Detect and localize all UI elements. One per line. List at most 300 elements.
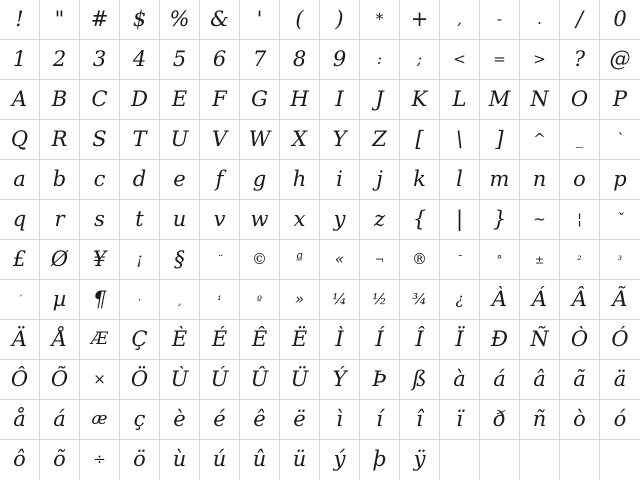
- glyph-cell[interactable]: [0, 240, 40, 280]
- glyph-cell[interactable]: [360, 240, 400, 280]
- glyph-cell[interactable]: [400, 40, 440, 80]
- glyph-character: ¹: [217, 292, 222, 306]
- glyph-cell[interactable]: [80, 440, 120, 480]
- glyph-cell[interactable]: [400, 320, 440, 360]
- glyph-cell[interactable]: [200, 200, 240, 240]
- glyph-cell[interactable]: [600, 280, 640, 320]
- glyph-cell[interactable]: [240, 240, 280, 280]
- glyph-cell[interactable]: [200, 120, 240, 160]
- glyph-cell[interactable]: [40, 280, 80, 320]
- glyph-cell[interactable]: [160, 320, 200, 360]
- glyph-character: ê: [253, 406, 266, 431]
- glyph-character: +: [410, 6, 429, 31]
- glyph-cell[interactable]: [320, 80, 360, 120]
- glyph-cell[interactable]: [200, 360, 240, 400]
- glyph-cell[interactable]: [40, 120, 80, 160]
- glyph-cell[interactable]: [520, 80, 560, 120]
- glyph-cell[interactable]: [160, 440, 200, 480]
- glyph-cell[interactable]: [280, 240, 320, 280]
- glyph-character: V: [211, 126, 228, 151]
- glyph-cell[interactable]: [480, 160, 520, 200]
- glyph-cell[interactable]: [80, 400, 120, 440]
- glyph-character: è: [173, 406, 186, 431]
- glyph-character: m: [489, 166, 510, 191]
- glyph-cell[interactable]: [400, 80, 440, 120]
- glyph-character: Ç: [131, 326, 148, 351]
- glyph-cell[interactable]: [40, 440, 80, 480]
- glyph-cell[interactable]: [120, 280, 160, 320]
- glyph-cell[interactable]: [200, 400, 240, 440]
- glyph-cell[interactable]: [600, 40, 640, 80]
- glyph-cell[interactable]: [120, 80, 160, 120]
- glyph-cell[interactable]: [80, 280, 120, 320]
- glyph-cell[interactable]: [200, 440, 240, 480]
- glyph-cell[interactable]: [40, 200, 80, 240]
- glyph-cell[interactable]: [160, 200, 200, 240]
- glyph-cell[interactable]: [520, 120, 560, 160]
- glyph-cell[interactable]: [0, 200, 40, 240]
- glyph-cell[interactable]: [480, 200, 520, 240]
- glyph-character: Ù: [170, 366, 189, 391]
- glyph-cell[interactable]: [600, 240, 640, 280]
- glyph-cell[interactable]: [0, 160, 40, 200]
- glyph-character: ]: [495, 126, 504, 151]
- glyph-cell[interactable]: [320, 400, 360, 440]
- glyph-cell[interactable]: [320, 120, 360, 160]
- glyph-character: 3: [92, 46, 107, 71]
- glyph-character: Å: [51, 326, 68, 351]
- glyph-character: v: [213, 206, 226, 231]
- glyph-cell[interactable]: [0, 400, 40, 440]
- glyph-cell[interactable]: [320, 280, 360, 320]
- glyph-character: õ: [53, 447, 66, 472]
- glyph-character: Þ: [372, 366, 387, 391]
- glyph-cell[interactable]: [440, 280, 480, 320]
- glyph-cell[interactable]: [440, 40, 480, 80]
- glyph-character: A: [11, 86, 28, 111]
- glyph-cell[interactable]: [240, 0, 280, 40]
- glyph-cell[interactable]: [200, 320, 240, 360]
- glyph-cell[interactable]: [480, 440, 520, 480]
- glyph-cell[interactable]: [240, 360, 280, 400]
- glyph-cell[interactable]: [400, 360, 440, 400]
- glyph-cell[interactable]: [440, 0, 480, 40]
- glyph-character: î: [416, 406, 423, 431]
- glyph-cell[interactable]: [80, 80, 120, 120]
- glyph-cell[interactable]: [160, 0, 200, 40]
- glyph-cell[interactable]: [200, 280, 240, 320]
- glyph-character: j: [376, 166, 383, 191]
- glyph-character: [: [415, 126, 424, 151]
- glyph-cell[interactable]: [360, 160, 400, 200]
- glyph-cell[interactable]: [120, 440, 160, 480]
- glyph-cell[interactable]: [280, 360, 320, 400]
- glyph-cell[interactable]: [520, 200, 560, 240]
- glyph-cell[interactable]: [400, 160, 440, 200]
- glyph-character: b: [52, 166, 67, 191]
- glyph-character: :: [376, 49, 383, 68]
- glyph-character: D: [131, 86, 148, 111]
- glyph-cell[interactable]: [80, 40, 120, 80]
- glyph-character: %: [169, 6, 190, 31]
- glyph-cell[interactable]: [440, 440, 480, 480]
- glyph-cell[interactable]: [40, 320, 80, 360]
- glyph-character: 0: [613, 6, 627, 31]
- glyph-cell[interactable]: [160, 80, 200, 120]
- glyph-character: ì: [336, 406, 343, 431]
- glyph-cell[interactable]: [240, 80, 280, 120]
- glyph-character: Z: [372, 126, 387, 151]
- glyph-cell[interactable]: [480, 40, 520, 80]
- glyph-cell[interactable]: [400, 440, 440, 480]
- glyph-cell[interactable]: [240, 400, 280, 440]
- glyph-character: ð: [493, 406, 506, 431]
- glyph-character: t: [135, 206, 144, 231]
- glyph-cell[interactable]: [560, 320, 600, 360]
- glyph-cell[interactable]: [440, 240, 480, 280]
- glyph-character: ®: [412, 249, 427, 268]
- glyph-cell[interactable]: [560, 400, 600, 440]
- glyph-cell[interactable]: [80, 240, 120, 280]
- glyph-cell[interactable]: [480, 120, 520, 160]
- glyph-cell[interactable]: [480, 360, 520, 400]
- glyph-cell[interactable]: [560, 80, 600, 120]
- glyph-cell[interactable]: [40, 0, 80, 40]
- glyph-cell[interactable]: [520, 440, 560, 480]
- glyph-cell[interactable]: [560, 280, 600, 320]
- glyph-cell[interactable]: [240, 200, 280, 240]
- glyph-character: 9: [332, 46, 347, 71]
- glyph-cell[interactable]: [160, 160, 200, 200]
- glyph-cell[interactable]: [320, 40, 360, 80]
- glyph-character: a: [13, 166, 26, 191]
- glyph-character: Ô: [10, 366, 29, 391]
- glyph-cell[interactable]: [80, 320, 120, 360]
- glyph-character: Y: [332, 126, 347, 151]
- glyph-character: ¬: [374, 252, 385, 266]
- glyph-character: l: [456, 166, 463, 191]
- glyph-cell[interactable]: [80, 120, 120, 160]
- glyph-cell[interactable]: [560, 240, 600, 280]
- glyph-cell[interactable]: [520, 280, 560, 320]
- glyph-character: x: [293, 206, 306, 231]
- glyph-character: z: [373, 206, 386, 231]
- glyph-cell[interactable]: [280, 80, 320, 120]
- glyph-cell[interactable]: [360, 400, 400, 440]
- glyph-cell[interactable]: [280, 320, 320, 360]
- glyph-character: (: [295, 6, 304, 31]
- glyph-character: ¯: [456, 252, 463, 266]
- glyph-character: U: [170, 126, 189, 151]
- glyph-character: !: [15, 6, 24, 31]
- glyph-cell[interactable]: [600, 80, 640, 120]
- glyph-cell[interactable]: [360, 320, 400, 360]
- glyph-cell[interactable]: [120, 200, 160, 240]
- glyph-cell[interactable]: [560, 200, 600, 240]
- glyph-character: ë: [293, 406, 306, 431]
- glyph-character: q: [12, 206, 27, 231]
- glyph-cell[interactable]: [360, 120, 400, 160]
- glyph-character: T: [132, 126, 147, 151]
- glyph-cell[interactable]: [360, 0, 400, 40]
- glyph-cell[interactable]: [80, 360, 120, 400]
- glyph-character: .: [537, 9, 542, 28]
- glyph-cell[interactable]: [40, 240, 80, 280]
- glyph-character: é: [213, 406, 226, 431]
- glyph-cell[interactable]: [400, 280, 440, 320]
- glyph-character: 1: [12, 46, 27, 71]
- glyph-character: ï: [456, 406, 463, 431]
- glyph-cell[interactable]: [240, 440, 280, 480]
- glyph-cell[interactable]: [120, 160, 160, 200]
- glyph-character: ^: [533, 129, 546, 148]
- glyph-cell[interactable]: [560, 440, 600, 480]
- glyph-cell[interactable]: [200, 80, 240, 120]
- glyph-character: ~: [533, 209, 546, 228]
- glyph-cell[interactable]: [240, 120, 280, 160]
- glyph-character: Q: [10, 126, 29, 151]
- glyph-cell[interactable]: [120, 240, 160, 280]
- glyph-cell[interactable]: [400, 200, 440, 240]
- glyph-cell[interactable]: [560, 120, 600, 160]
- glyph-character: o: [573, 166, 586, 191]
- glyph-cell[interactable]: [80, 200, 120, 240]
- glyph-character: Ö: [130, 366, 149, 391]
- glyph-cell[interactable]: [280, 40, 320, 80]
- glyph-cell[interactable]: [440, 360, 480, 400]
- glyph-character: Ý: [332, 366, 347, 391]
- glyph-character: {: [412, 206, 427, 231]
- glyph-cell[interactable]: [160, 40, 200, 80]
- glyph-cell[interactable]: [0, 80, 40, 120]
- glyph-character: Ñ: [530, 326, 549, 351]
- glyph-character: 5: [172, 46, 187, 71]
- glyph-cell[interactable]: [0, 120, 40, 160]
- glyph-cell[interactable]: [600, 160, 640, 200]
- glyph-cell[interactable]: [440, 200, 480, 240]
- glyph-character: c: [93, 166, 106, 191]
- glyph-character: Ë: [291, 326, 308, 351]
- glyph-cell[interactable]: [120, 40, 160, 80]
- glyph-cell[interactable]: [560, 0, 600, 40]
- glyph-cell[interactable]: [600, 400, 640, 440]
- glyph-character: $: [132, 6, 147, 31]
- glyph-cell[interactable]: [200, 0, 240, 40]
- glyph-cell[interactable]: [480, 320, 520, 360]
- glyph-cell[interactable]: [0, 280, 40, 320]
- glyph-cell[interactable]: [240, 280, 280, 320]
- glyph-character: ©: [252, 249, 267, 268]
- glyph-cell[interactable]: [160, 120, 200, 160]
- glyph-character: §: [174, 246, 185, 271]
- glyph-cell[interactable]: [440, 120, 480, 160]
- glyph-cell[interactable]: [400, 0, 440, 40]
- glyph-character: O: [570, 86, 589, 111]
- glyph-cell[interactable]: [40, 160, 80, 200]
- glyph-cell[interactable]: [160, 280, 200, 320]
- glyph-character: ': [256, 6, 263, 31]
- glyph-character: Á: [531, 286, 548, 311]
- glyph-cell[interactable]: [600, 120, 640, 160]
- glyph-cell[interactable]: [0, 40, 40, 80]
- glyph-character: Ò: [570, 326, 589, 351]
- glyph-character: ˇ: [616, 209, 624, 228]
- glyph-cell[interactable]: [200, 40, 240, 80]
- glyph-cell[interactable]: [120, 0, 160, 40]
- glyph-cell[interactable]: [240, 160, 280, 200]
- glyph-cell[interactable]: [480, 400, 520, 440]
- glyph-cell[interactable]: [480, 0, 520, 40]
- glyph-cell[interactable]: [160, 240, 200, 280]
- glyph-cell[interactable]: [40, 40, 80, 80]
- glyph-character: ): [335, 6, 344, 31]
- glyph-cell[interactable]: [280, 0, 320, 40]
- glyph-character: ß: [412, 366, 427, 391]
- glyph-cell[interactable]: [120, 320, 160, 360]
- glyph-cell[interactable]: [360, 40, 400, 80]
- glyph-character: -: [496, 9, 503, 28]
- glyph-cell[interactable]: [80, 160, 120, 200]
- glyph-cell[interactable]: [440, 400, 480, 440]
- glyph-cell[interactable]: [520, 160, 560, 200]
- glyph-character: ½: [372, 289, 387, 308]
- glyph-character: û: [252, 447, 267, 472]
- glyph-cell[interactable]: [120, 400, 160, 440]
- glyph-cell[interactable]: [520, 40, 560, 80]
- glyph-cell[interactable]: [560, 40, 600, 80]
- glyph-cell[interactable]: [360, 280, 400, 320]
- glyph-cell[interactable]: [320, 320, 360, 360]
- glyph-cell[interactable]: [40, 360, 80, 400]
- glyph-cell[interactable]: [440, 80, 480, 120]
- glyph-cell[interactable]: [600, 200, 640, 240]
- glyph-character: /: [575, 6, 584, 31]
- glyph-character: Ï: [455, 326, 464, 351]
- glyph-cell[interactable]: [320, 360, 360, 400]
- glyph-character: Ð: [491, 326, 508, 351]
- glyph-cell[interactable]: [280, 160, 320, 200]
- glyph-cell[interactable]: [280, 440, 320, 480]
- glyph-character: Í: [375, 326, 384, 351]
- glyph-cell[interactable]: [360, 360, 400, 400]
- glyph-character: ¦: [576, 209, 583, 228]
- glyph-cell[interactable]: [280, 120, 320, 160]
- glyph-character: à: [453, 366, 466, 391]
- glyph-character: *: [375, 9, 384, 28]
- glyph-cell[interactable]: [280, 280, 320, 320]
- glyph-cell[interactable]: [600, 360, 640, 400]
- glyph-cell[interactable]: [0, 0, 40, 40]
- glyph-character: @: [609, 46, 631, 71]
- glyph-cell[interactable]: [400, 400, 440, 440]
- glyph-cell[interactable]: [320, 0, 360, 40]
- glyph-character: r: [54, 206, 65, 231]
- glyph-character: B: [51, 86, 68, 111]
- glyph-cell[interactable]: [600, 440, 640, 480]
- glyph-cell[interactable]: [440, 320, 480, 360]
- glyph-cell[interactable]: [600, 320, 640, 360]
- glyph-character: Û: [250, 366, 269, 391]
- glyph-cell[interactable]: [40, 80, 80, 120]
- glyph-character: <: [453, 49, 466, 68]
- glyph-cell[interactable]: [280, 400, 320, 440]
- glyph-cell[interactable]: [0, 440, 40, 480]
- glyph-character: æ: [91, 408, 108, 429]
- glyph-cell[interactable]: [160, 400, 200, 440]
- glyph-cell[interactable]: [520, 360, 560, 400]
- glyph-character: 6: [212, 46, 227, 71]
- glyph-cell[interactable]: [520, 240, 560, 280]
- glyph-cell[interactable]: [320, 440, 360, 480]
- glyph-cell[interactable]: [480, 80, 520, 120]
- glyph-cell[interactable]: [120, 360, 160, 400]
- glyph-cell[interactable]: [40, 400, 80, 440]
- glyph-cell[interactable]: [320, 200, 360, 240]
- glyph-character: ;: [416, 49, 423, 68]
- glyph-cell[interactable]: [160, 360, 200, 400]
- glyph-cell[interactable]: [400, 240, 440, 280]
- glyph-cell[interactable]: [240, 40, 280, 80]
- glyph-character: `: [616, 129, 624, 148]
- glyph-character: S: [92, 126, 107, 151]
- glyph-cell[interactable]: [200, 240, 240, 280]
- glyph-cell[interactable]: [600, 0, 640, 40]
- glyph-cell[interactable]: [520, 0, 560, 40]
- glyph-character: í: [376, 406, 383, 431]
- glyph-cell[interactable]: [480, 280, 520, 320]
- glyph-character: ¥: [92, 246, 107, 271]
- glyph-character: w: [250, 206, 269, 231]
- glyph-cell[interactable]: [480, 240, 520, 280]
- glyph-cell[interactable]: [440, 160, 480, 200]
- glyph-cell[interactable]: [560, 160, 600, 200]
- glyph-character: k: [413, 166, 426, 191]
- glyph-character: ÷: [93, 450, 106, 469]
- glyph-character: ä: [613, 366, 627, 391]
- glyph-cell[interactable]: [360, 200, 400, 240]
- glyph-character: É: [211, 326, 228, 351]
- glyph-cell[interactable]: [80, 0, 120, 40]
- glyph-cell[interactable]: [360, 80, 400, 120]
- glyph-cell[interactable]: [280, 200, 320, 240]
- glyph-cell[interactable]: [200, 160, 240, 200]
- glyph-cell[interactable]: [120, 120, 160, 160]
- glyph-character: Ú: [210, 366, 229, 391]
- glyph-character: Ã: [612, 286, 628, 311]
- glyph-cell[interactable]: [320, 160, 360, 200]
- glyph-character: s: [94, 206, 105, 231]
- glyph-character: ·: [137, 292, 142, 306]
- glyph-character: ú: [212, 447, 227, 472]
- glyph-cell[interactable]: [520, 320, 560, 360]
- glyph-cell[interactable]: [400, 120, 440, 160]
- glyph-cell[interactable]: [520, 400, 560, 440]
- glyph-cell[interactable]: [0, 320, 40, 360]
- glyph-cell[interactable]: [560, 360, 600, 400]
- glyph-character: ò: [573, 406, 586, 431]
- glyph-character: >: [533, 49, 546, 68]
- glyph-character: ª: [295, 249, 304, 268]
- glyph-character: ó: [613, 406, 627, 431]
- glyph-cell[interactable]: [240, 320, 280, 360]
- glyph-character: Õ: [50, 366, 69, 391]
- glyph-character: n: [532, 166, 547, 191]
- glyph-character: ?: [573, 46, 586, 71]
- glyph-cell[interactable]: [320, 240, 360, 280]
- glyph-cell[interactable]: [360, 440, 400, 480]
- glyph-character: K: [411, 86, 428, 111]
- glyph-cell[interactable]: [0, 360, 40, 400]
